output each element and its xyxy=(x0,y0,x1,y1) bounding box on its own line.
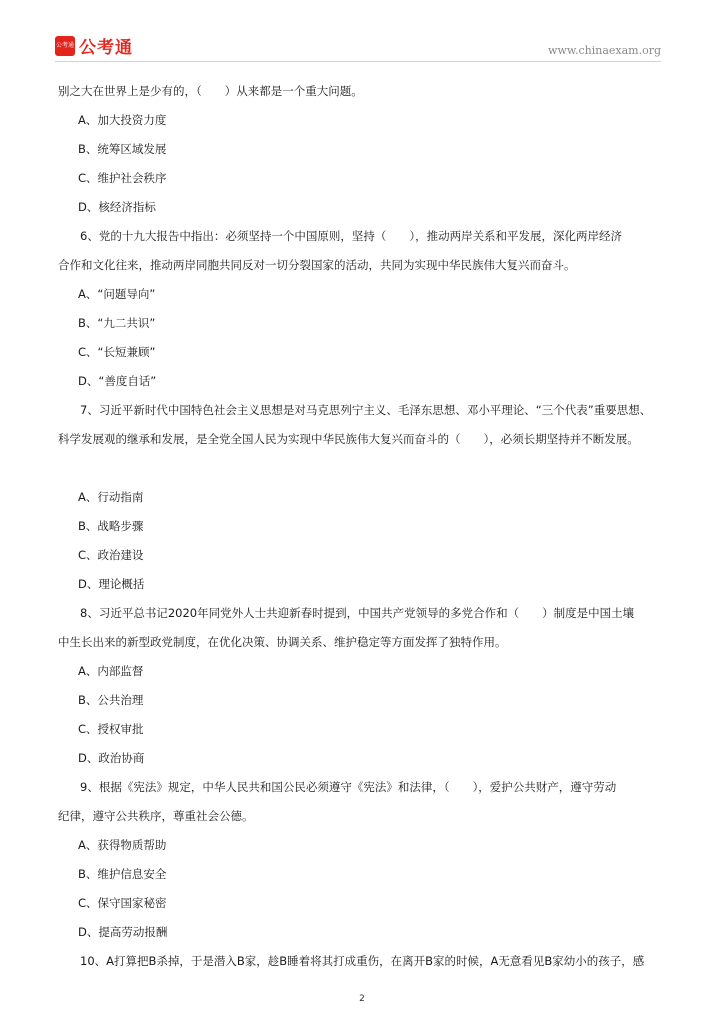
option-d: D、“善度自话” xyxy=(78,374,157,388)
option-a: A、内部监督 xyxy=(78,664,144,678)
blank-line xyxy=(58,454,668,483)
option-d: D、提高劳动报酬 xyxy=(78,925,168,939)
question-9-cont: 纪律，遵守公共秩序，尊重社会公德。 xyxy=(58,809,254,823)
option-b: B、维护信息安全 xyxy=(78,867,167,881)
option-a: A、获得物质帮助 xyxy=(78,838,167,852)
question-10: 10、A打算把B杀掉，于是潜入B家，趁B睡着将其打成重伤，在离开B家的时候，A无意看见B家幼小的孩子，感 xyxy=(80,954,645,968)
option-b: B、战略步骤 xyxy=(78,519,144,533)
header-divider xyxy=(55,61,661,62)
question-8-cont: 中生长出来的新型政党制度，在优化决策、协调关系、维护稳定等方面发挥了独特作用。 xyxy=(58,635,507,649)
option-d: D、核经济指标 xyxy=(78,200,156,214)
page-header xyxy=(0,0,724,66)
question-7: 7、习近平新时代中国特色社会主义思想是对马克思列宁主义、毛泽东思想、邓小平理论、“三个代表”重要思想、 xyxy=(80,403,652,417)
option-b: B、统筹区域发展 xyxy=(78,142,167,156)
option-b: B、公共治理 xyxy=(78,693,144,707)
option-a: A、加大投资力度 xyxy=(78,113,167,127)
question-8: 8、习近平总书记2020年同党外人士共迎新春时提到，中国共产党领导的多党合作和（ ）制度是中国土壤 xyxy=(80,606,635,620)
logo-icon: 公考通 xyxy=(55,36,75,56)
option-a: A、“问题导向” xyxy=(78,287,156,301)
question-6: 6、党的十九大报告中指出：必须坚持一个中国原则，坚持（ ），推动两岸关系和平发展，深化两岸经济 xyxy=(80,229,623,243)
option-a: A、行动指南 xyxy=(78,490,144,504)
logo-text: 公考通 xyxy=(79,38,133,58)
option-c: C、保守国家秘密 xyxy=(78,896,167,910)
site-url: www.chinaexam.org xyxy=(548,44,661,57)
option-c: C、授权审批 xyxy=(78,722,144,736)
option-c: C、政治建设 xyxy=(78,548,144,562)
page-number: 2 xyxy=(359,994,365,1004)
text-line: 别之大在世界上是少有的，（ ）从来都是一个重大问题。 xyxy=(58,84,363,98)
option-d: D、政治协商 xyxy=(78,751,145,765)
option-d: D、理论概括 xyxy=(78,577,145,591)
question-9: 9、根据《宪法》规定，中华人民共和国公民必须遵守《宪法》和法律，（ ），爱护公共财产，遵守劳动 xyxy=(80,780,617,794)
option-b: B、“九二共识” xyxy=(78,316,156,330)
question-6-cont: 合作和文化往来，推动两岸同胞共同反对一切分裂国家的活动，共同为实现中华民族伟大复兴而奋斗。 xyxy=(58,258,576,272)
document-body xyxy=(58,77,668,976)
option-c: C、“长短兼顾” xyxy=(78,345,156,359)
question-7-cont: 科学发展观的继承和发展，是全党全国人民为实现中华民族伟大复兴而奋斗的（ ），必须长期坚持并不断发展。 xyxy=(58,432,639,446)
option-c: C、维护社会秩序 xyxy=(78,171,167,185)
